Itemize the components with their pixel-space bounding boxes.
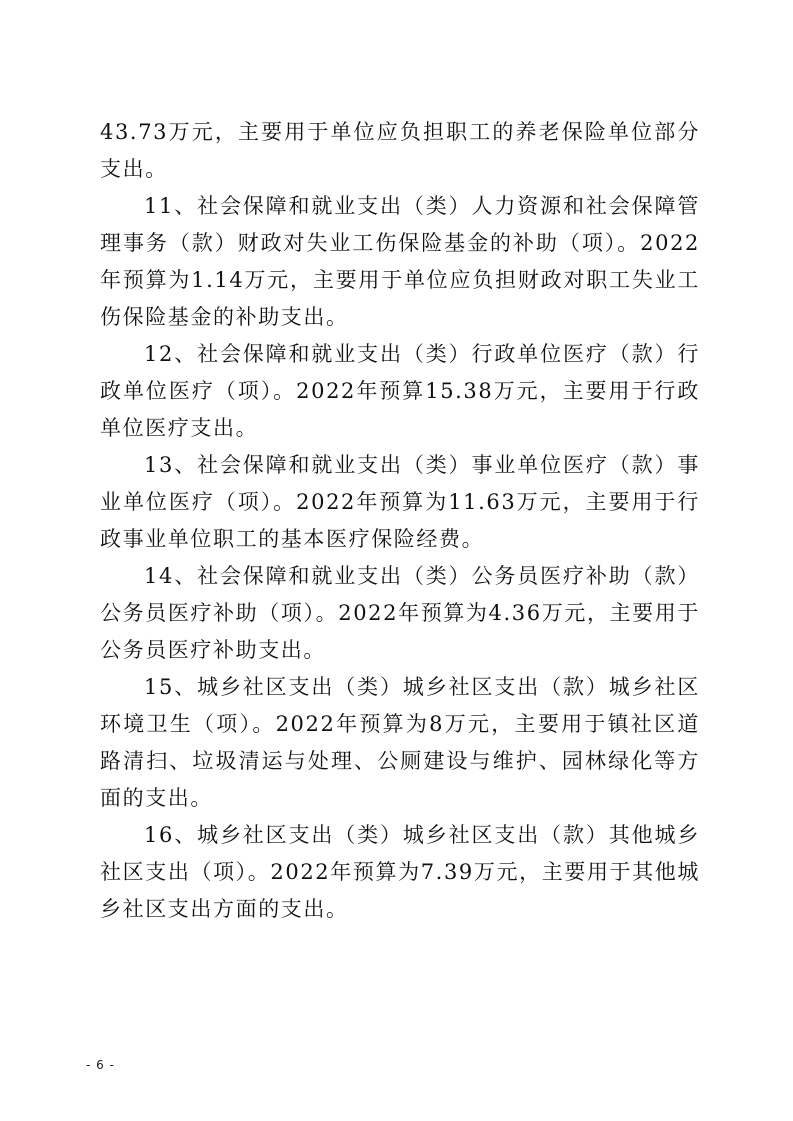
paragraph-continuation: 43.73万元，主要用于单位应负担职工的养老保险单位部分支出。 <box>100 120 700 181</box>
paragraph-item-12: 12、社会保障和就业支出（类）行政单位医疗（款）行政单位医疗（项）。2022年预算15.38万元，主要用于行政单位医疗支出。 <box>100 342 700 440</box>
page-number: - 6 - <box>86 1058 115 1072</box>
paragraph-item-11: 11、社会保障和就业支出（类）人力资源和社会保障管理事务（款）财政对失业工伤保险基金的补助（项）。2022年预算为1.14万元，主要用于单位应负担财政对职工失业工伤保险基金的补助支出。 <box>100 194 700 329</box>
paragraph-item-13: 13、社会保障和就业支出（类）事业单位医疗（款）事业单位医疗（项）。2022年预算为11.63万元，主要用于行政事业单位职工的基本医疗保险经费。 <box>100 453 700 551</box>
paragraph-item-16: 16、城乡社区支出（类）城乡社区支出（款）其他城乡社区支出（项）。2022年预算为7.39万元，主要用于其他城乡社区支出方面的支出。 <box>100 823 700 921</box>
document-body <box>100 114 700 928</box>
paragraph-item-15: 15、城乡社区支出（类）城乡社区支出（款）城乡社区环境卫生（项）。2022年预算为8万元，主要用于镇社区道路清扫、垃圾清运与处理、公厕建设与维护、园林绿化等方面的支出。 <box>100 675 700 810</box>
paragraph-item-14: 14、社会保障和就业支出（类）公务员医疗补助（款）公务员医疗补助（项）。2022年预算为4.36万元，主要用于公务员医疗补助支出。 <box>100 564 700 662</box>
